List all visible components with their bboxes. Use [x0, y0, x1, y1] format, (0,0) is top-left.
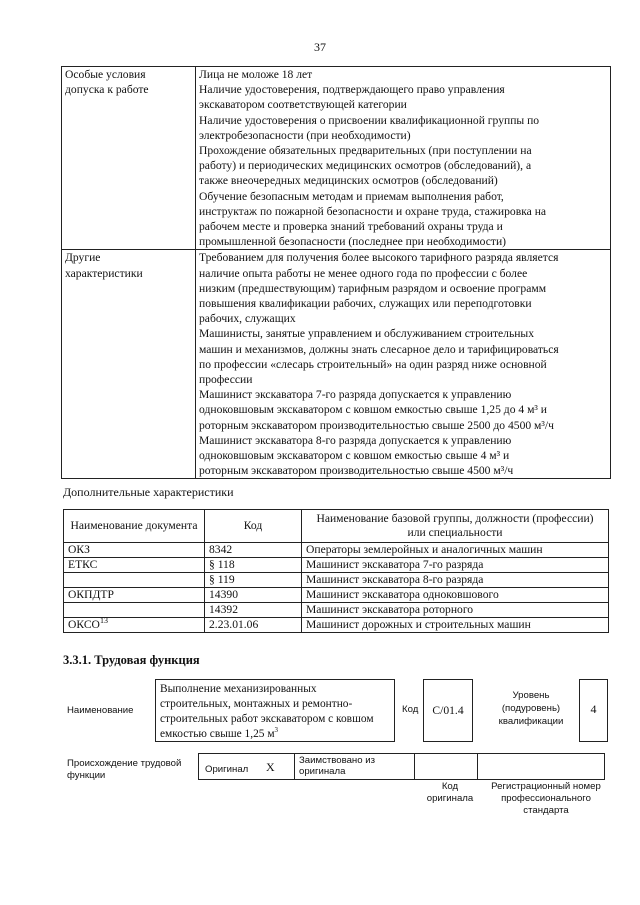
table-header-row	[64, 510, 609, 543]
origin-label: Происхождение трудовой функции	[67, 758, 182, 781]
doc-cell	[64, 618, 205, 633]
additional-table	[63, 509, 609, 633]
content-line: повышения квалификации рабочих, служащих или переподготовки	[199, 297, 532, 311]
borrowed-label: Заимствовано из оригинала	[299, 755, 375, 777]
code-cell: 14392	[205, 603, 302, 618]
content-line: Обучение безопасным методам и приемам выполнения работ,	[199, 189, 504, 203]
content-line: одноковшовым экскаватором с ковшом емкостью свыше 4 м³ и	[199, 449, 510, 463]
section-title: 3.3.1. Трудовая функция	[63, 653, 200, 667]
content-line: низким (предшествующим) тарифным разрядом и освоение программ	[199, 281, 547, 295]
function-name-sup: 3	[274, 726, 279, 735]
code-cell: 8342	[205, 543, 302, 558]
row-content	[196, 250, 611, 479]
table-row	[64, 603, 609, 618]
content-line: Лица не моложе 18 лет	[199, 68, 313, 81]
original-mark: X	[266, 760, 275, 774]
label-line: Другие	[65, 251, 101, 265]
table-row	[64, 573, 609, 588]
reg-number-label: Регистрационный номер профессионального стандарта	[491, 781, 601, 816]
doc-cell: ОКПДТР	[64, 588, 205, 603]
content-line: инструктаж по пожарной безопасности и охране труда, стажировка на	[199, 204, 547, 218]
content-line: экскаватором соответствующей категории	[199, 98, 407, 112]
label-line: характеристики	[65, 266, 143, 280]
table-row	[64, 618, 609, 633]
name-cell: Машинист дорожных и строительных машин	[302, 618, 609, 633]
code-original-label: Код оригинала	[426, 781, 474, 804]
code-cell: § 118	[205, 558, 302, 573]
code-label: Код	[402, 704, 419, 715]
content-line: Машинист экскаватора 7-го разряда допускается к управлению	[199, 388, 512, 402]
content-line: Машинисты, занятые управлением и обслуживанием строительных	[199, 327, 535, 341]
header-document: Наименование документа	[64, 510, 205, 543]
content-line: Машинист экскаватора 8-го разряда допускается к управлению	[199, 433, 512, 447]
table-row	[62, 67, 611, 250]
name-cell: Машинист экскаватора 7-го разряда	[302, 558, 609, 573]
row-content	[196, 67, 611, 250]
content-line: машин и механизмов, должны знать слесарное дело и тарифицироваться	[199, 342, 559, 356]
name-cell: Машинист экскаватора одноковшового	[302, 588, 609, 603]
content-line: Прохождение обязательных предварительных (при поступлении на	[199, 144, 532, 158]
content-line: одноковшовым экскаватором с ковшом емкостью свыше 1,25 до 4 м³ и	[199, 403, 547, 417]
additional-title: Дополнительные характеристики	[63, 485, 234, 499]
content-line: роторным экскаватором производительностью свыше 2500 до 4500 м³/ч	[199, 418, 554, 432]
level-value: 4	[579, 679, 608, 742]
name-cell: Машинист экскаватора 8-го разряда	[302, 573, 609, 588]
doc-cell	[64, 603, 205, 618]
content-line: роторным экскаватором производительностью свыше 4500 м³/ч	[199, 464, 514, 478]
footnote-mark: 13	[99, 616, 108, 626]
label-line: Особые условия	[65, 68, 146, 81]
content-line: профессии	[199, 373, 253, 387]
label-line: допуска к работе	[65, 83, 149, 97]
reg-number-cell	[477, 753, 605, 780]
requirements-table	[61, 66, 611, 479]
name-cell: Машинист экскаватора роторного	[302, 603, 609, 618]
content-line: Наличие удостоверения, подтверждающего право управления	[199, 83, 505, 97]
code-cell: 14390	[205, 588, 302, 603]
function-name-box	[155, 679, 395, 742]
code-cell: 2.23.01.06	[205, 618, 302, 633]
content-line: работу) и периодических медицинских осмотров (обследований), а	[199, 159, 532, 173]
code-cell: § 119	[205, 573, 302, 588]
code-value: C/01.4	[423, 679, 473, 742]
doc-cell: ОКЗ	[64, 543, 205, 558]
table-row	[64, 588, 609, 603]
content-line: рабочих, служащих	[199, 312, 296, 326]
level-label: Уровень (подуровень) квалификации	[498, 690, 564, 727]
original-label: Оригинал	[205, 764, 249, 775]
content-line: Наличие удостоверения о присвоении квалификационной группы по	[199, 113, 540, 127]
name-cell: Операторы землеройных и аналогичных машин	[302, 543, 609, 558]
row-label	[62, 67, 196, 250]
code-original-cell	[414, 753, 478, 780]
content-line: также внеочередных медицинских осмотров (обследований)	[199, 174, 498, 188]
doc-cell: ЕТКС	[64, 558, 205, 573]
doc-name: ОКСО	[68, 618, 100, 631]
content-line: промышленной безопасности (последнее при необходимости)	[199, 235, 507, 249]
borrowed-cell	[294, 753, 415, 780]
original-cell	[198, 753, 295, 780]
table-row	[64, 543, 609, 558]
content-line: по профессии «слесарь строительный» на один разряд ниже основной	[199, 357, 547, 371]
content-line: Требованием для получения более высокого тарифного разряда является	[199, 251, 559, 265]
content-line: наличие опыта работы не менее одного года по профессии с более	[199, 266, 528, 280]
function-name-value: Выполнение механизированных строительных, монтажных и ремонтно-строительных работ экскаватором с ковшом емкостью свыше 1,25 м	[160, 683, 374, 740]
doc-cell	[64, 573, 205, 588]
function-name-label: Наименование	[67, 705, 134, 716]
origin-row	[199, 753, 609, 780]
content-line: рабочем месте и проверка знаний требований охраны труда и	[199, 220, 503, 234]
page-number: 37	[314, 40, 326, 54]
table-row	[64, 558, 609, 573]
content-line: электробезопасности (при необходимости)	[199, 128, 411, 142]
header-code: Код	[205, 510, 302, 543]
row-label	[62, 250, 196, 479]
header-name: Наименование базовой группы, должности (профессии) или специальности	[302, 510, 609, 543]
table-row	[62, 250, 611, 479]
